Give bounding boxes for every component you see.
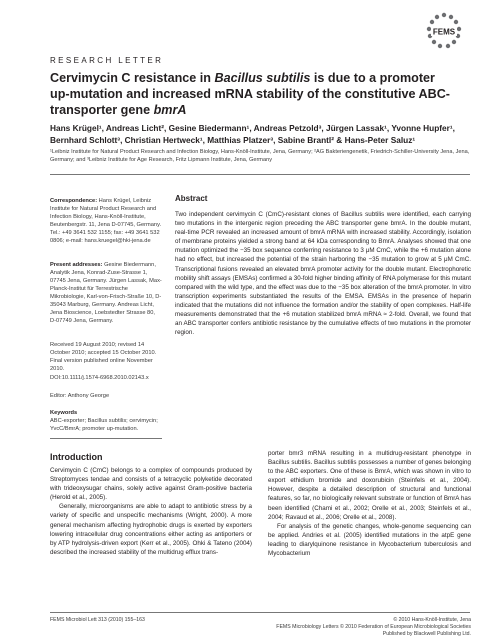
present-addresses-heading: Present addresses: [50,262,103,268]
intro-paragraph-4: For analysis of the genetic changes, whole-genome sequencing can be applied. Andries et al. (2005) identified mutations in the atpE gene leading to diarylquinone resistance in Mycobacterium tuberculosis and Mycobacterium [268,522,471,558]
title-gene: bmrA [153,103,187,117]
correspondence-text: Hans Krügel, Leibniz Institute for Natural Product Research and Infection Biology, Hans-Knöll-Institute, Beutenbergstr. 11, Jena D-07745, Germany. Tel.: +49 3641 532 1155; fax: +49 3641 532 0806; e-mail: hans.kruegel@hki-jena.de [50,198,162,244]
keywords-block [50,409,162,433]
logo-text: FEMS [432,27,456,37]
intro-paragraph-1: Cervimycin C (CmC) belongs to a complex of compounds produced by Streptomyces tendae and consists of a tetracyclic polyketide decorated with trideoxysugar chains, solely active against Gram-positive bacteria (Herold et al., 2005). [50,467,252,502]
fems-logo [425,12,463,50]
journal-citation: FEMS Microbiol Lett 313 (2010) 155–163 [50,617,145,623]
keywords-text: ABC-exporter; Bacillus subtilis; cervimycin; YvcC/BmrA; promoter up-mutation. [50,418,158,432]
correspondence-block [50,197,162,245]
copyright-line-3: Published by Blackwell Publishing Ltd. [382,631,471,637]
copyright-line-1: © 2010 Hans-Knöll-Institute, Jena [393,617,471,623]
editor: Editor: Anthony George [50,393,110,399]
copyright-line-2: FEMS Microbiology Letters © 2010 Federation of European Microbiological Societies [276,624,471,630]
correspondence-heading: Correspondence: [50,198,98,204]
intro-right-column [268,449,471,558]
title-part2: is due to a promoter up-mutation and increased mRNA stability of the constitutive ABC-transporter gene [50,71,450,117]
introduction-heading: Introduction [50,452,103,462]
intro-left-column [50,466,252,557]
author-list: Hans Krügel¹, Andreas Licht², Gesine Biedermann¹, Andreas Petzold³, Jürgen Lassak¹, Yvonne Hupfer¹, Bernhard Schlott³, Christian Hertweck¹, Matthias Platzer³, Sabine Brantl² & Hans-Peter Saluz¹ [50,123,455,145]
title-species: Bacillus subtilis [214,71,311,85]
present-addresses-text: Gesine Biedermann, Analytik Jena, Konrad-Zuse-Strasse 1, 07745 Jena, Germany. Jürgen Lassak, Max-Planck-Institut für Terrestrische Mikrobiologie, Karl-von-Frisch-Straße 10, D-35043 Marburg, Germany. Andreas Licht, Jena Bioscience, Loebstedter Strasse 80, D-07749 Jena, Germany. [50,262,162,324]
sidebar-divider [50,438,162,439]
intro-paragraph-2: Generally, microorganisms are able to adapt to antibiotic stress by a variety of specific and unspecific mechanisms (Wright, 2000). A more general mechanism affecting hydrophobic drugs is exerted by exporters lowering intracellular drug concentrations either acting as antiporters or by ATP hydrolysis-driven export (Kerr et al., 2005). Ohki & Tateno (2004) described the increased stability of the multidrug efflux trans- [50,503,252,556]
affiliations: ¹Leibniz Institute for Natural Product Research and Infection Biology, Hans-Knöll-Institute, Jena, Germany; ²AG Bakteriengenetik, Friedrich-Schiller-University Jena, Jena, Germany; and ³Leibniz Institute for Age Research, Fritz Lipmann Institute, Jena, Germany [50,149,470,163]
received-dates: Received 19 August 2010; revised 14 October 2010; accepted 15 October 2010. Final version published online November 2010. [50,342,157,372]
article-title [50,70,450,118]
article-type: RESEARCH LETTER [50,56,164,65]
title-part1: Cervimycin C resistance in [50,71,215,85]
intro-paragraph-3: porter bmr3 mRNA resulting in a multidrug-resistant phenotype in Bacillus subtilis. Bacillus subtilis possesses a number of genes belonging to the ABC exporters. One of these is BmrA, which was shown in vitro to export ethidium bromide and doxorubicin (Steinfels et al., 2004). However, despite a detailed description of structural and functional features, so far, no biologically relevant substrate or function of BmrA has been identified (Chami et al., 2002; Orelle et al., 2003; Steinfels et al., 2004; Ravaud et al., 2006; Orelle et al., 2008). [268,450,471,521]
abstract-heading: Abstract [175,194,208,203]
copyright-block [250,617,471,638]
fems-logo-mark [425,12,463,50]
keywords-heading: Keywords [50,410,78,416]
footer-divider [50,612,470,613]
journal-side-strip [0,0,22,640]
abstract-text: Two independent cervimycin C (CmC)-resistant clones of Bacillus subtilis were identified, each carrying two mutations in the intergenic region preceding the ABC transporter gene bmrA. In the double mutant, real-time PCR revealed an increased amount of bmrA mRNA with increased stability. Accordingly, isolation of membrane proteins yielded a strong band at 64 kDa corresponding to BmrA. Analyses showed that one mutation optimized the −35 box sequence conferring resistance to 3 μM CmC, while the +6 mutation alone had no effect, but increased the potential of the strain harboring the −35 mutation to grow at 5 μM CmC. Transcriptional fusions revealed an elevated bmrA promoter activity for the double mutant. Electrophoretic mobility shift assays (EMSAs) confirmed a 30-fold higher binding affinity of RNA polymerase for this mutant compared with the wild type, and the effect was due to the −35 box alteration of the bmrA promoter. In vitro transcription experiments substantiated the results of the EMSA. EMSAs in the presence of heparin indicated that the mutations did not influence the formation and/or the stability of open complexes. Half-life measurements demonstrated that the +6 mutation stabilized bmrA mRNA ≈ 2-fold. Overall, we found that an ABC transporter confers antibiotic resistance by the cumulative effects of two mutations in the promoter region. [175,211,471,337]
doi: DOI:10.1111/j.1574-6968.2010.02143.x [50,375,149,381]
header-divider [50,174,470,175]
present-addresses-block [50,261,162,325]
